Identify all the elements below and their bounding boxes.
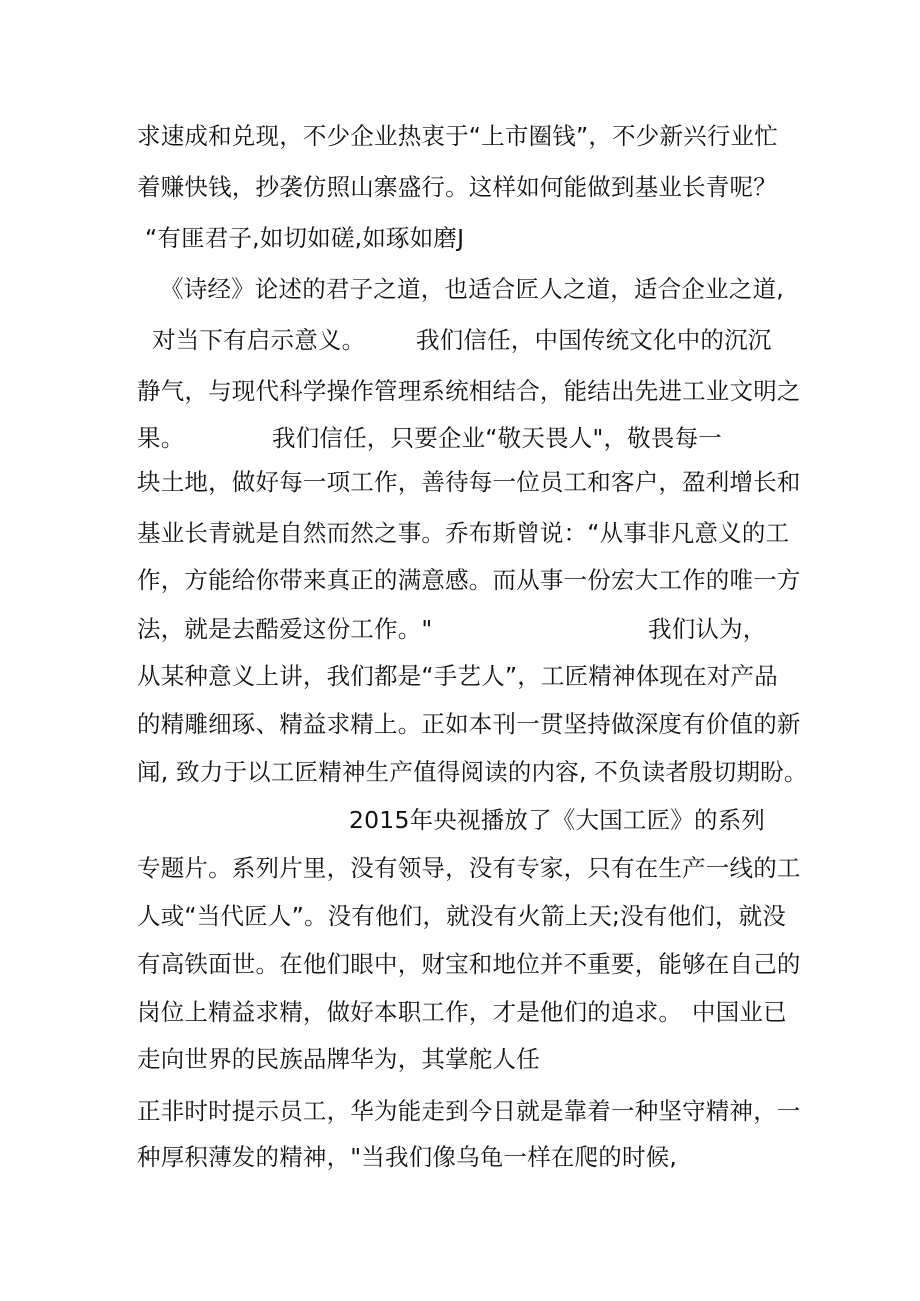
text-line: 岗位上精益求精，做好本职工作，才是他们的追求。 — [137, 998, 683, 1026]
text-line: 果。 — [137, 424, 185, 452]
text-line: 闻, 致力于以工匠精神生产值得阅读的内容, 不负读者殷切期盼。 — [137, 758, 808, 786]
text-line: 对当下有启示意义。 — [152, 326, 366, 354]
text-line: 走向世界的民族品牌华为，其掌舵人任 — [137, 1045, 540, 1073]
text-line: 求速成和兑现，不少企业热衷于“上市圈钱”，不少新兴行业忙 — [137, 122, 778, 150]
text-line: 2015年央视播放了《大国工匠》的系列 — [349, 806, 766, 834]
text-line: 我们信任，中国传统文化中的沉沉 — [416, 326, 772, 354]
text-line: 《诗经》论述的君子之道，也适合匠人之道，适合企业之道, — [160, 275, 784, 303]
text-line: “有匪君子,如切如磋,如琢如磨J — [145, 224, 465, 252]
text-line: 人或“当代匠人”。没有他们，就没有火箭上天;没有他们，就没 — [137, 902, 787, 930]
text-line: 专题片。系列片里，没有领导，没有专家，只有在生产一线的工 — [137, 854, 801, 882]
text-line: 我们信任，只要企业“敬天畏人"，敬畏每一 — [272, 424, 722, 452]
text-line: 种厚积薄发的精神，"当我们像乌龟一样在爬的时候, — [137, 1143, 678, 1171]
text-line: 着赚快钱，抄袭仿照山寨盛行。这样如何能做到基业长青呢？ — [137, 173, 777, 201]
text-line: 我们认为， — [648, 615, 767, 643]
text-line: 静气，与现代科学操作管理系统相结合，能结出先进工业文明之 — [137, 377, 801, 405]
text-line: 的精雕细琢、精益求精上。正如本刊一贯坚持做深度有价值的新 — [137, 710, 801, 738]
text-line: 有高铁面世。在他们眼中，财宝和地位并不重要，能够在自己的 — [137, 950, 801, 978]
text-line: 块土地，做好每一项工作，善待每一位员工和客户，盈利增长和 — [137, 468, 801, 496]
text-line: 基业长青就是自然而然之事。乔布斯曾说：“从事非凡意义的工 — [137, 519, 790, 547]
text-line: 中国业已 — [692, 998, 787, 1026]
text-line: 法，就是去酷爱这份工作。" — [137, 615, 433, 643]
text-line: 从某种意义上讲，我们都是“手艺人”，工匠精神体现在对产品 — [137, 662, 778, 690]
text-line: 作，方能给你带来真正的满意感。而从事一份宏大工作的唯一方 — [137, 566, 801, 594]
text-line: 正非时时提示员工，华为能走到今日就是靠着一种坚守精神，一 — [137, 1097, 801, 1125]
